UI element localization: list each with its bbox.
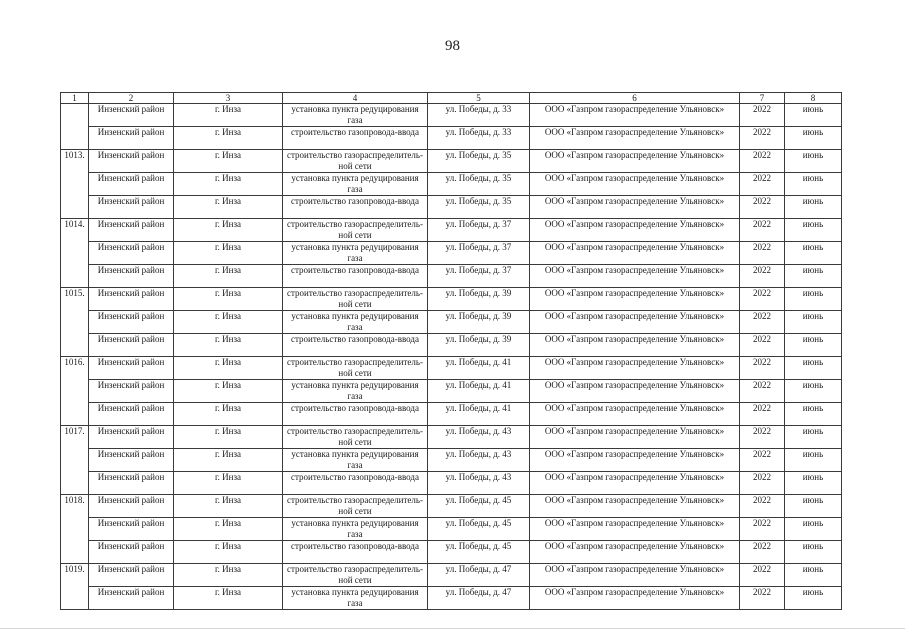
work-cell: строительство газораспределитель-ной сети	[283, 564, 428, 587]
district-cell: Инзенский район	[89, 380, 174, 403]
district-cell: Инзенский район	[89, 357, 174, 380]
district-cell: Инзенский район	[89, 242, 174, 265]
column-number: 5	[428, 93, 530, 104]
month-cell: июнь	[785, 104, 842, 127]
city-cell: г. Инза	[174, 196, 283, 219]
entry-number-cell: 1016.	[61, 357, 89, 426]
month-cell: июнь	[785, 219, 842, 242]
organization-cell: ООО «Газпром газораспределение Ульяновск»	[530, 150, 740, 173]
table-row	[61, 219, 842, 242]
column-number: 6	[530, 93, 740, 104]
work-cell: строительство газопровода-ввода	[283, 403, 428, 426]
city-cell: г. Инза	[174, 288, 283, 311]
year-cell: 2022	[740, 518, 785, 541]
district-cell: Инзенский район	[89, 334, 174, 357]
city-cell: г. Инза	[174, 265, 283, 288]
organization-cell: ООО «Газпром газораспределение Ульяновск»	[530, 587, 740, 610]
district-cell: Инзенский район	[89, 288, 174, 311]
city-cell: г. Инза	[174, 127, 283, 150]
table-row	[61, 288, 842, 311]
work-cell: строительство газопровода-ввода	[283, 127, 428, 150]
month-cell: июнь	[785, 173, 842, 196]
organization-cell: ООО «Газпром газораспределение Ульяновск»	[530, 518, 740, 541]
district-cell: Инзенский район	[89, 196, 174, 219]
address-cell: ул. Победы, д. 43	[428, 472, 530, 495]
district-cell: Инзенский район	[89, 173, 174, 196]
table-row	[61, 426, 842, 449]
table-row	[61, 334, 842, 357]
work-cell: строительство газопровода-ввода	[283, 196, 428, 219]
organization-cell: ООО «Газпром газораспределение Ульяновск»	[530, 334, 740, 357]
work-cell: строительство газораспределитель-ной сети	[283, 495, 428, 518]
district-cell: Инзенский район	[89, 449, 174, 472]
address-cell: ул. Победы, д. 47	[428, 564, 530, 587]
table-row	[61, 357, 842, 380]
column-number: 3	[174, 93, 283, 104]
organization-cell: ООО «Газпром газораспределение Ульяновск»	[530, 219, 740, 242]
organization-cell: ООО «Газпром газораспределение Ульяновск»	[530, 472, 740, 495]
month-cell: июнь	[785, 196, 842, 219]
city-cell: г. Инза	[174, 403, 283, 426]
table-row	[61, 127, 842, 150]
district-cell: Инзенский район	[89, 127, 174, 150]
year-cell: 2022	[740, 587, 785, 610]
work-cell: установка пункта редуцирования газа	[283, 242, 428, 265]
address-cell: ул. Победы, д. 35	[428, 150, 530, 173]
district-cell: Инзенский район	[89, 495, 174, 518]
year-cell: 2022	[740, 426, 785, 449]
organization-cell: ООО «Газпром газораспределение Ульяновск»	[530, 449, 740, 472]
work-cell: установка пункта редуцирования газа	[283, 518, 428, 541]
city-cell: г. Инза	[174, 541, 283, 564]
year-cell: 2022	[740, 311, 785, 334]
table-row	[61, 380, 842, 403]
table-row	[61, 403, 842, 426]
district-cell: Инзенский район	[89, 219, 174, 242]
year-cell: 2022	[740, 242, 785, 265]
work-cell: строительство газораспределитель-ной сети	[283, 219, 428, 242]
work-cell: установка пункта редуцирования газа	[283, 173, 428, 196]
district-cell: Инзенский район	[89, 265, 174, 288]
table-row	[61, 265, 842, 288]
works-table	[60, 92, 842, 610]
address-cell: ул. Победы, д. 45	[428, 518, 530, 541]
city-cell: г. Инза	[174, 472, 283, 495]
month-cell: июнь	[785, 380, 842, 403]
city-cell: г. Инза	[174, 242, 283, 265]
work-cell: установка пункта редуцирования газа	[283, 587, 428, 610]
month-cell: июнь	[785, 288, 842, 311]
district-cell: Инзенский район	[89, 150, 174, 173]
city-cell: г. Инза	[174, 311, 283, 334]
district-cell: Инзенский район	[89, 587, 174, 610]
year-cell: 2022	[740, 288, 785, 311]
district-cell: Инзенский район	[89, 472, 174, 495]
address-cell: ул. Победы, д. 45	[428, 541, 530, 564]
month-cell: июнь	[785, 426, 842, 449]
month-cell: июнь	[785, 311, 842, 334]
year-cell: 2022	[740, 403, 785, 426]
work-cell: строительство газопровода-ввода	[283, 472, 428, 495]
month-cell: июнь	[785, 242, 842, 265]
month-cell: июнь	[785, 265, 842, 288]
organization-cell: ООО «Газпром газораспределение Ульяновск»	[530, 288, 740, 311]
year-cell: 2022	[740, 380, 785, 403]
organization-cell: ООО «Газпром газораспределение Ульяновск»	[530, 564, 740, 587]
city-cell: г. Инза	[174, 426, 283, 449]
city-cell: г. Инза	[174, 150, 283, 173]
organization-cell: ООО «Газпром газораспределение Ульяновск»	[530, 403, 740, 426]
page-number: 98	[445, 38, 460, 54]
table-body	[61, 104, 842, 610]
month-cell: июнь	[785, 127, 842, 150]
column-number: 1	[61, 93, 89, 104]
address-cell: ул. Победы, д. 39	[428, 288, 530, 311]
entry-number-cell: 1015.	[61, 288, 89, 357]
address-cell: ул. Победы, д. 43	[428, 449, 530, 472]
address-cell: ул. Победы, д. 33	[428, 104, 530, 127]
month-cell: июнь	[785, 150, 842, 173]
work-cell: строительство газораспределитель-ной сети	[283, 150, 428, 173]
month-cell: июнь	[785, 495, 842, 518]
work-cell: строительство газопровода-ввода	[283, 265, 428, 288]
city-cell: г. Инза	[174, 495, 283, 518]
work-cell: строительство газопровода-ввода	[283, 541, 428, 564]
scan-artifact-line	[0, 628, 905, 629]
work-cell: строительство газораспределитель-ной сети	[283, 357, 428, 380]
city-cell: г. Инза	[174, 564, 283, 587]
month-cell: июнь	[785, 334, 842, 357]
column-number: 8	[785, 93, 842, 104]
city-cell: г. Инза	[174, 334, 283, 357]
year-cell: 2022	[740, 265, 785, 288]
address-cell: ул. Победы, д. 37	[428, 265, 530, 288]
organization-cell: ООО «Газпром газораспределение Ульяновск»	[530, 495, 740, 518]
column-number-row	[61, 93, 842, 104]
year-cell: 2022	[740, 196, 785, 219]
work-cell: строительство газопровода-ввода	[283, 334, 428, 357]
address-cell: ул. Победы, д. 39	[428, 311, 530, 334]
city-cell: г. Инза	[174, 449, 283, 472]
month-cell: июнь	[785, 518, 842, 541]
column-number: 7	[740, 93, 785, 104]
entry-number-cell: 1018.	[61, 495, 89, 564]
address-cell: ул. Победы, д. 41	[428, 403, 530, 426]
organization-cell: ООО «Газпром газораспределение Ульяновск»	[530, 541, 740, 564]
table-row	[61, 518, 842, 541]
organization-cell: ООО «Газпром газораспределение Ульяновск»	[530, 196, 740, 219]
entry-number-cell: 1019.	[61, 564, 89, 610]
column-number: 4	[283, 93, 428, 104]
city-cell: г. Инза	[174, 357, 283, 380]
month-cell: июнь	[785, 564, 842, 587]
address-cell: ул. Победы, д. 35	[428, 173, 530, 196]
district-cell: Инзенский район	[89, 564, 174, 587]
district-cell: Инзенский район	[89, 541, 174, 564]
month-cell: июнь	[785, 449, 842, 472]
work-cell: установка пункта редуцирования газа	[283, 104, 428, 127]
year-cell: 2022	[740, 104, 785, 127]
year-cell: 2022	[740, 564, 785, 587]
work-cell: установка пункта редуцирования газа	[283, 380, 428, 403]
month-cell: июнь	[785, 357, 842, 380]
entry-number-cell: 1017.	[61, 426, 89, 495]
table-row	[61, 311, 842, 334]
table-row	[61, 104, 842, 127]
district-cell: Инзенский район	[89, 104, 174, 127]
organization-cell: ООО «Газпром газораспределение Ульяновск»	[530, 426, 740, 449]
year-cell: 2022	[740, 357, 785, 380]
organization-cell: ООО «Газпром газораспределение Ульяновск»	[530, 127, 740, 150]
table-row	[61, 196, 842, 219]
column-number: 2	[89, 93, 174, 104]
city-cell: г. Инза	[174, 173, 283, 196]
year-cell: 2022	[740, 219, 785, 242]
city-cell: г. Инза	[174, 219, 283, 242]
city-cell: г. Инза	[174, 518, 283, 541]
organization-cell: ООО «Газпром газораспределение Ульяновск»	[530, 265, 740, 288]
year-cell: 2022	[740, 541, 785, 564]
table-row	[61, 173, 842, 196]
entry-number-cell	[61, 104, 89, 150]
city-cell: г. Инза	[174, 104, 283, 127]
organization-cell: ООО «Газпром газораспределение Ульяновск»	[530, 104, 740, 127]
table-row	[61, 587, 842, 610]
table-row	[61, 541, 842, 564]
table-row	[61, 150, 842, 173]
address-cell: ул. Победы, д. 41	[428, 357, 530, 380]
organization-cell: ООО «Газпром газораспределение Ульяновск»	[530, 311, 740, 334]
year-cell: 2022	[740, 150, 785, 173]
month-cell: июнь	[785, 587, 842, 610]
work-cell: установка пункта редуцирования газа	[283, 449, 428, 472]
address-cell: ул. Победы, д. 47	[428, 587, 530, 610]
year-cell: 2022	[740, 127, 785, 150]
organization-cell: ООО «Газпром газораспределение Ульяновск»	[530, 357, 740, 380]
address-cell: ул. Победы, д. 33	[428, 127, 530, 150]
organization-cell: ООО «Газпром газораспределение Ульяновск»	[530, 173, 740, 196]
address-cell: ул. Победы, д. 39	[428, 334, 530, 357]
year-cell: 2022	[740, 334, 785, 357]
work-cell: установка пункта редуцирования газа	[283, 311, 428, 334]
month-cell: июнь	[785, 541, 842, 564]
table-row	[61, 449, 842, 472]
city-cell: г. Инза	[174, 380, 283, 403]
year-cell: 2022	[740, 173, 785, 196]
district-cell: Инзенский район	[89, 311, 174, 334]
address-cell: ул. Победы, д. 35	[428, 196, 530, 219]
address-cell: ул. Победы, д. 45	[428, 495, 530, 518]
table-row	[61, 564, 842, 587]
table-row	[61, 472, 842, 495]
organization-cell: ООО «Газпром газораспределение Ульяновск»	[530, 380, 740, 403]
address-cell: ул. Победы, д. 37	[428, 242, 530, 265]
work-cell: строительство газораспределитель-ной сети	[283, 288, 428, 311]
table-row	[61, 242, 842, 265]
address-cell: ул. Победы, д. 37	[428, 219, 530, 242]
work-cell: строительство газораспределитель-ной сети	[283, 426, 428, 449]
district-cell: Инзенский район	[89, 403, 174, 426]
district-cell: Инзенский район	[89, 426, 174, 449]
month-cell: июнь	[785, 472, 842, 495]
table-row	[61, 495, 842, 518]
organization-cell: ООО «Газпром газораспределение Ульяновск»	[530, 242, 740, 265]
district-cell: Инзенский район	[89, 518, 174, 541]
year-cell: 2022	[740, 449, 785, 472]
year-cell: 2022	[740, 495, 785, 518]
entry-number-cell: 1013.	[61, 150, 89, 219]
city-cell: г. Инза	[174, 587, 283, 610]
month-cell: июнь	[785, 403, 842, 426]
year-cell: 2022	[740, 472, 785, 495]
address-cell: ул. Победы, д. 43	[428, 426, 530, 449]
address-cell: ул. Победы, д. 41	[428, 380, 530, 403]
entry-number-cell: 1014.	[61, 219, 89, 288]
